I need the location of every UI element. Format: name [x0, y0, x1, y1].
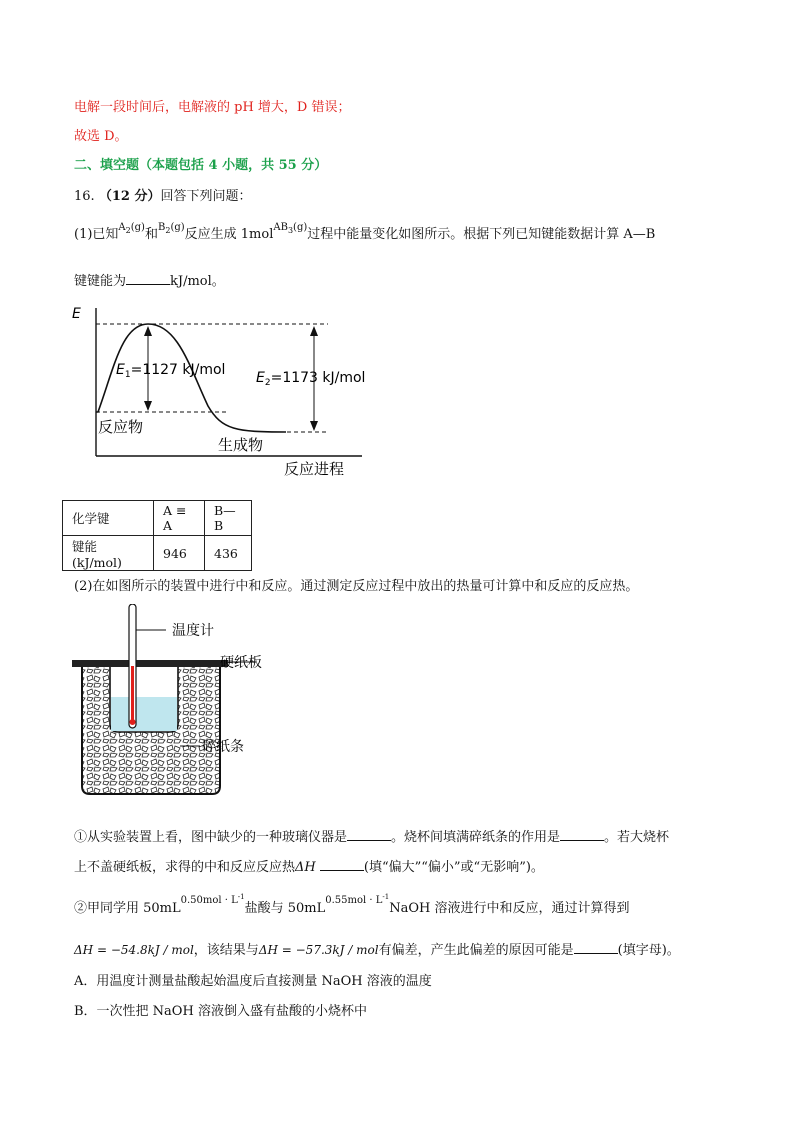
- y-axis-label: E: [72, 306, 81, 322]
- question-number: 16.: [74, 189, 95, 204]
- calorimeter-diagram: [70, 604, 310, 804]
- paper-label: 碎纸条: [202, 739, 244, 755]
- thermometer-label: 温度计: [172, 623, 214, 639]
- answer-blank[interactable]: [126, 272, 170, 285]
- cardboard-cover: [72, 660, 228, 667]
- x-axis-label: 反应进程: [284, 460, 345, 478]
- energy-diagram: [66, 298, 406, 478]
- table-cell: 436: [205, 536, 252, 571]
- answer-blank[interactable]: [560, 828, 604, 841]
- section-title: 二、填空题（本题包括 4 小题，共 55 分）: [74, 158, 328, 173]
- option-a: A．用温度计测量盐酸起始温度后直接测量 NaOH 溶液的温度: [74, 974, 432, 989]
- e2-label: $E_2=1173$ kJ/mol: [256, 370, 366, 388]
- table-row: [63, 501, 252, 536]
- answer-blank[interactable]: [320, 858, 364, 871]
- table-header: A ≡ A: [154, 501, 205, 536]
- table-row: [63, 536, 252, 571]
- question-16-header: [74, 188, 251, 206]
- option-b: B．一次性把 NaOH 溶液倒入盛有盐酸的小烧杯中: [74, 1004, 367, 1019]
- part2-q1-line1: ①从实验装置上看，图中缺少的一种玻璃仪器是 。烧杯间填满碎纸条的作用是 。若大烧杯: [74, 830, 670, 845]
- table-header: B—B: [205, 501, 252, 536]
- table-cell: 946: [154, 536, 205, 571]
- answer-line-2: 故选 D。: [74, 129, 128, 144]
- answer-blank[interactable]: [347, 828, 391, 841]
- e1-label: $E_1=1127$ kJ/mol: [116, 362, 226, 380]
- part2-stem: (2)在如图所示的装置中进行中和反应。通过测定反应过程中放出的热量可计算中和反应的反应热。: [74, 579, 639, 594]
- question-stem: 回答下列问题：: [160, 189, 252, 204]
- reactants-label: 反应物: [98, 418, 144, 436]
- board-label: 硬纸板: [220, 655, 262, 671]
- part1-line1: (1)已知$^{A_2(g)}$和$^{B_2(g)}$反应生成 1mol$^{AB_3(g)}$过程中能量变化如图所示。根据下列已知键能数据计算 A—B: [74, 222, 656, 242]
- table-cell: 键能(kJ/mol): [63, 536, 154, 571]
- answer-blank[interactable]: [574, 941, 618, 954]
- part2-q2-line1: ②甲同学用 $50mL^{0.50mol \cdot L^{-1}}$盐酸与 $50mL^{0.55mol \cdot L^{-1}}NaOH$ 溶液进行中和反应，通过计算得到: [74, 893, 630, 916]
- products-label: 生成物: [218, 436, 264, 454]
- part2-q2-line2: ΔH = −54.8kJ / mol，该结果与ΔH = −57.3kJ / mol有偏差，产生此偏差的原因可能是 (填字母)。: [74, 943, 680, 958]
- part2-q1-line2: 上不盖硬纸板，求得的中和反应反应热ΔH (填“偏大”“偏小”或“无影响”)。: [74, 860, 544, 875]
- question-score: （12 分）: [98, 189, 161, 204]
- answer-line-1: 电解一段时间后，电解液的 pH 增大，D 错误；: [74, 100, 351, 115]
- part1-line2: 键键能为 kJ/mol。: [74, 274, 225, 289]
- table-header: 化学键: [63, 501, 154, 536]
- bond-energy-table: [62, 500, 252, 571]
